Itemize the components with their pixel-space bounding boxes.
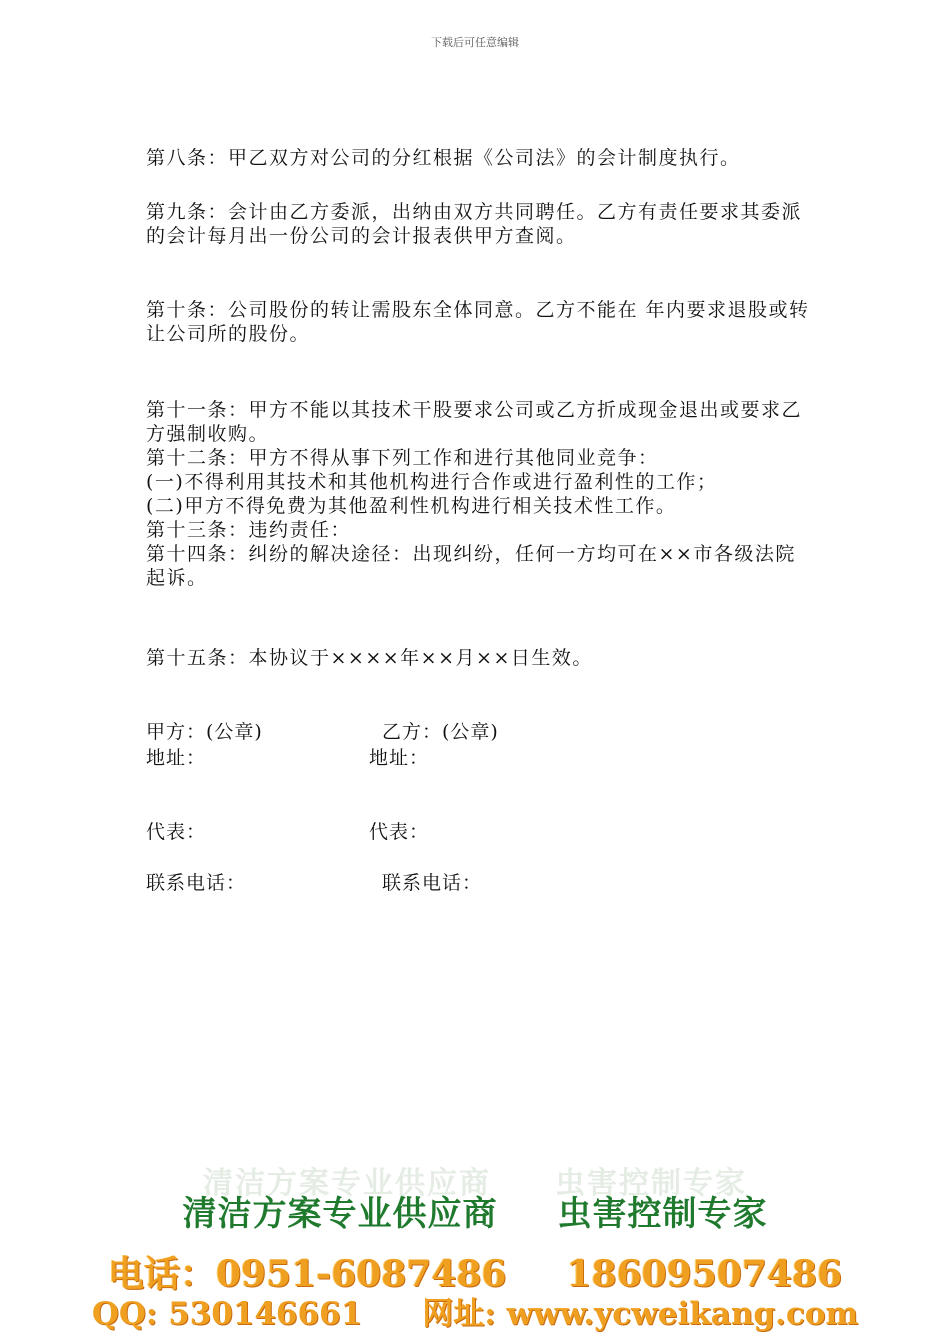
- article-12-item-2: (二)甲方不得免费为其他盈利性机构进行相关技术性工作。: [146, 495, 677, 517]
- articles-11-14: [146, 398, 811, 590]
- party-b-phone: 联系电话：: [382, 872, 483, 894]
- party-b-seal: 乙方：(公章): [382, 721, 499, 743]
- article-9: 第九条：会计由乙方委派，出纳由双方共同聘任。乙方有责任要求其委派的会计每月出一份公司的会计报表供甲方查阅。: [146, 201, 803, 247]
- slogan-right: 虫害控制专家: [557, 1194, 768, 1234]
- phone-number-2: 18609507486: [566, 1253, 843, 1295]
- qq-number: 530146661: [168, 1296, 363, 1332]
- article-14: 第十四条：纠纷的解决途径：出现纠纷，任何一方均可在××市各级法院起诉。: [146, 543, 796, 589]
- party-a-address: 地址：: [146, 747, 207, 769]
- qq-label: QQ:: [91, 1296, 158, 1332]
- banner-ghost-slogan: 清洁方案专业供应商 虫害控制专家: [203, 1166, 747, 1201]
- party-a-seal: 甲方：(公章): [146, 721, 263, 743]
- banner-contact: [0, 1288, 950, 1333]
- party-b-representative: 代表：: [369, 821, 430, 843]
- party-b-address: 地址：: [369, 747, 430, 769]
- article-13: 第十三条：违约责任：: [146, 519, 352, 541]
- party-a-phone: 联系电话：: [146, 872, 247, 894]
- party-a-representative: 代表：: [146, 821, 207, 843]
- phone-label: 电话：: [107, 1253, 216, 1295]
- phone-number-1: 0951-6087486: [215, 1253, 507, 1295]
- slogan-left: 清洁方案专业供应商: [182, 1194, 498, 1234]
- banner-slogan: [0, 1186, 950, 1235]
- article-8: 第八条：甲乙双方对公司的分红根据《公司法》的会计制度执行。: [146, 147, 741, 169]
- site-label: 网址:: [422, 1296, 496, 1332]
- article-10: 第十条：公司股份的转让需股东全体同意。乙方不能在 年内要求退股或转让公司所的股份。: [146, 299, 810, 345]
- article-12-item-1: (一)不得利用其技术和其他机构进行合作或进行盈利性的工作；: [146, 471, 718, 493]
- site-url: www.ycweikang.com: [506, 1296, 859, 1332]
- article-15: 第十五条：本协议于××××年××月××日生效。: [146, 647, 593, 669]
- article-12: 第十二条：甲方不得从事下列工作和进行其他同业竞争：: [146, 447, 659, 469]
- page-header: 下载后可任意编辑: [431, 36, 519, 49]
- article-11: 第十一条：甲方不能以其技术干股要求公司或乙方折成现金退出或要求乙方强制收购。: [146, 399, 803, 445]
